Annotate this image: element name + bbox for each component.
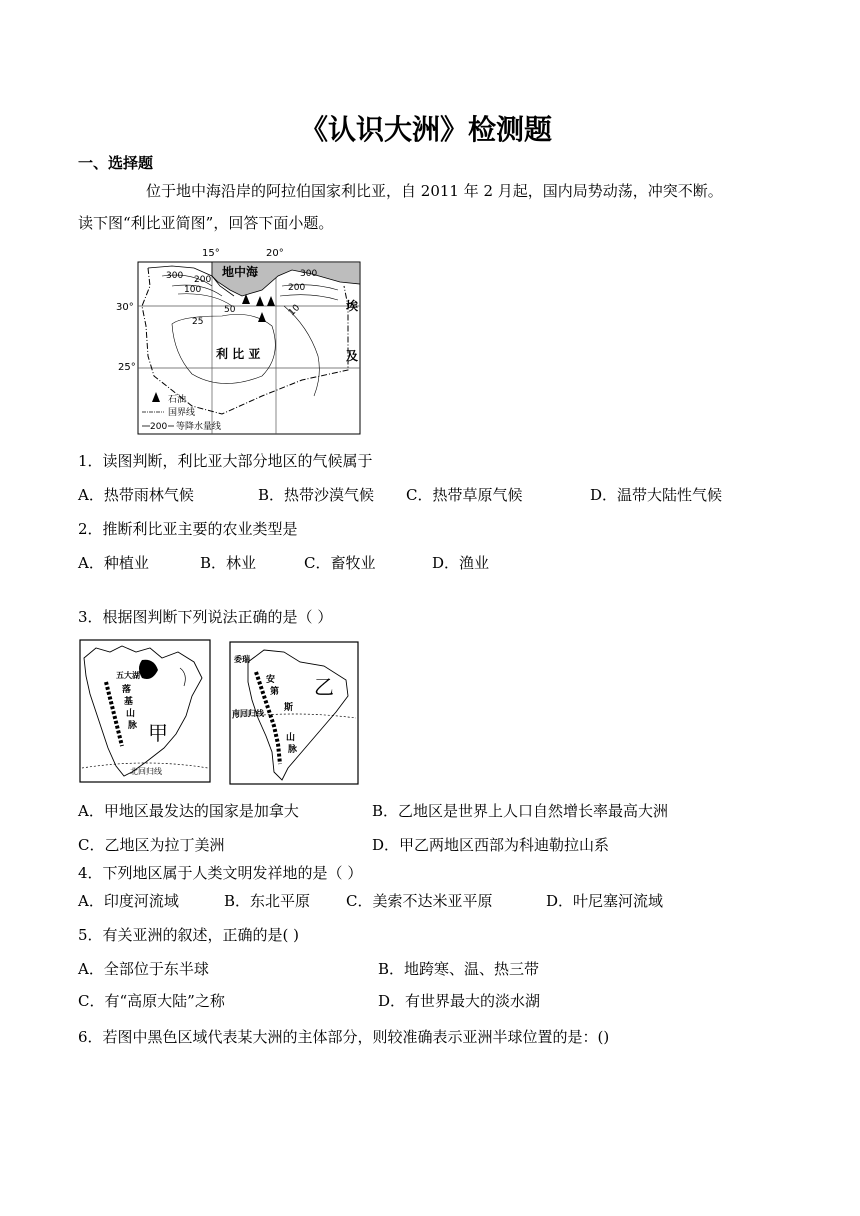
q2-option-c: C．畜牧业 [304, 554, 376, 572]
range-char-5: 脉 [288, 745, 298, 755]
mountain-range [256, 672, 280, 764]
q2-option-a: A．种植业 [78, 554, 149, 572]
region-label-yi: 乙 [314, 675, 334, 699]
isoline-label: 200 [288, 283, 306, 293]
isoline-label: 10 [287, 302, 303, 319]
egypt-label-1: 埃 [346, 299, 359, 313]
q5-option-b: B．地跨寒、温、热三带 [378, 960, 540, 978]
legend-oil-icon [152, 392, 160, 402]
range-char-4: 脉 [128, 721, 138, 731]
isoline-label: 300 [300, 269, 318, 279]
country-label: 利 比 亚 [216, 347, 261, 361]
q3-option-c: C．乙地区为拉丁美洲 [78, 836, 225, 854]
legend-isoline: 等降水量线 [176, 422, 222, 432]
isoline [280, 295, 338, 300]
mountain-range [106, 682, 122, 746]
libya-map [112, 246, 362, 436]
top-label: 委瑞 [234, 655, 250, 664]
north-america-map [76, 638, 214, 784]
question-3-stem: 3．根据图判断下列说法正确的是（ ） [78, 608, 333, 626]
q1-option-c: C．热带草原气候 [406, 486, 523, 504]
coast-detail [180, 668, 185, 686]
lat-label-25: 25° [118, 362, 136, 373]
legend-isoline-value: 200 [150, 422, 168, 432]
range-char-1: 落 [122, 685, 132, 695]
q5-option-a: A．全部位于东半球 [78, 960, 209, 978]
lake-label: 五大湖 [116, 671, 140, 680]
region-label-jia: 甲 [148, 721, 168, 745]
question-1-stem: 1．读图判断，利比亚大部分地区的气候属于 [78, 452, 373, 470]
egypt-label-2: 及 [346, 349, 359, 363]
q1-option-a: A．热带雨林气候 [78, 486, 194, 504]
isoline-label: 200 [194, 275, 212, 285]
oil-symbol [267, 296, 275, 306]
sea-label: 地中海 [222, 265, 259, 279]
q4-option-c: C．美索不达米亚平原 [346, 892, 493, 910]
q3-option-d: D．甲乙两地区西部为科迪勒拉山系 [372, 836, 610, 854]
range-char-4: 山 [286, 733, 296, 743]
range-char-2: 第 [270, 687, 280, 697]
tropic-label: 北回归线 [130, 767, 162, 776]
isoline-label: 50 [224, 305, 236, 315]
tropic-label: 南回归线 [232, 709, 264, 718]
legend-border: 国界线 [168, 408, 196, 418]
q2-option-b: B．林业 [200, 554, 257, 572]
range-char-1: 安 [266, 675, 276, 685]
q4-option-a: A．印度河流域 [78, 892, 179, 910]
isoline-10 [284, 306, 319, 396]
q1-option-b: B．热带沙漠气候 [258, 486, 375, 504]
section-heading: 一、选择题 [78, 154, 154, 172]
oil-symbol [256, 296, 264, 306]
q5-option-c: C．有“高原大陆”之称 [78, 992, 225, 1010]
q4-option-d: D．叶尼塞河流域 [546, 892, 664, 910]
question-5-stem: 5．有关亚洲的叙述，正确的是( ) [78, 926, 300, 944]
isoline-label: 300 [166, 271, 184, 281]
south-america-map [228, 640, 360, 786]
q3-option-a: A．甲地区最发达的国家是加拿大 [78, 802, 299, 820]
q3-option-b: B．乙地区是世界上人口自然增长率最高大洲 [372, 802, 669, 820]
hudson-bay [139, 660, 158, 679]
question-6-stem: 6．若图中黑色区域代表某大洲的主体部分，则较准确表示亚洲半球位置的是：() [78, 1028, 610, 1046]
q1-option-d: D．温带大陆性气候 [590, 486, 723, 504]
range-char-3: 斯 [284, 703, 294, 713]
q4-option-b: B．东北平原 [224, 892, 311, 910]
isoline-label: 100 [184, 285, 202, 295]
q5-option-d: D．有世界最大的淡水湖 [378, 992, 541, 1010]
page-title: 《认识大洲》检测题 [300, 113, 553, 146]
intro-line-2: 读下图“利比亚简图”，回答下面小题。 [78, 214, 334, 232]
intro-line-1: 位于地中海沿岸的阿拉伯国家利比亚，自 2011 年 2 月起，国内局势动荡，冲突不断。 [146, 182, 723, 200]
question-4-stem: 4．下列地区属于人类文明发祥地的是（ ） [78, 864, 363, 882]
range-char-2: 基 [124, 697, 134, 707]
lon-label-15: 15° [202, 248, 220, 259]
oil-symbol [258, 312, 266, 322]
isoline-label: 25 [192, 317, 204, 327]
range-char-3: 山 [126, 709, 136, 719]
q2-option-d: D．渔业 [432, 554, 490, 572]
lon-label-20: 20° [266, 248, 284, 259]
lat-label-30: 30° [116, 302, 134, 313]
question-2-stem: 2．推断利比亚主要的农业类型是 [78, 520, 298, 538]
legend-oil: 石油 [168, 395, 187, 405]
